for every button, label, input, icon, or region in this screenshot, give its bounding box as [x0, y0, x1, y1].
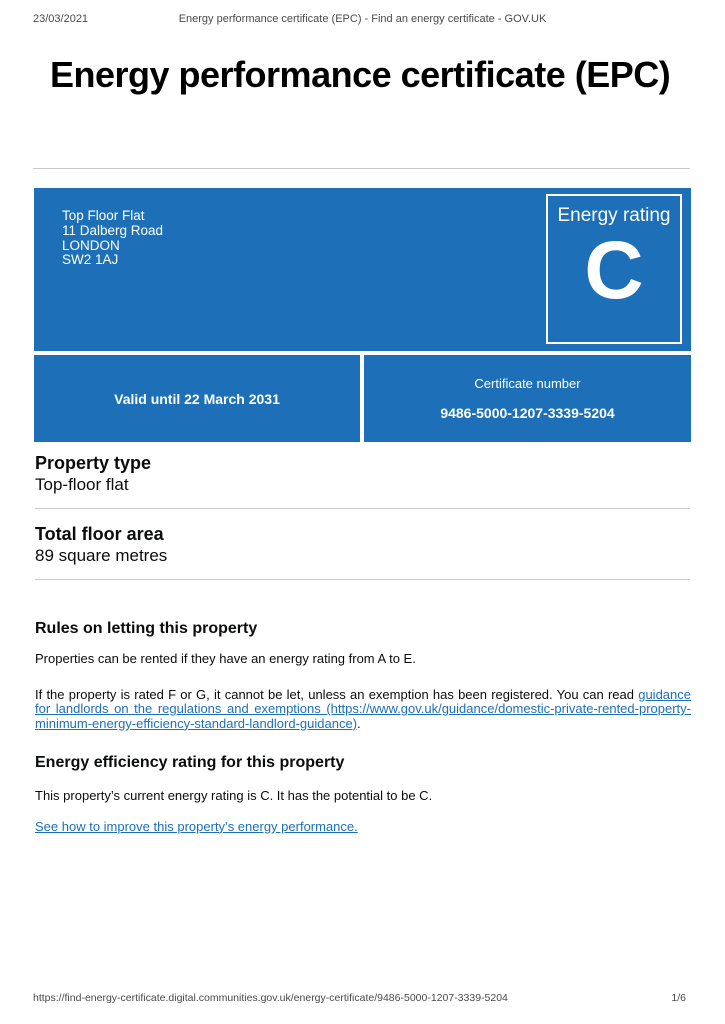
- address-line-3: LONDON: [62, 237, 120, 253]
- efficiency-rating-section: [35, 753, 691, 834]
- letting-rules-para2-period: .: [357, 715, 361, 731]
- address-line-1: Top Floor Flat: [62, 208, 145, 223]
- print-footer: [33, 992, 686, 1004]
- certificate-number-value: 9486-5000-1207-3339-5204: [440, 405, 615, 421]
- certificate-summary: [34, 188, 691, 442]
- energy-rating-label: Energy rating: [557, 205, 671, 226]
- certificate-number-label: Certificate number: [474, 376, 581, 391]
- valid-until-panel: [34, 355, 360, 442]
- improve-performance-link[interactable]: See how to improve this property’s energy performance.: [35, 818, 358, 834]
- letting-rules-heading: Rules on letting this property: [35, 620, 258, 637]
- efficiency-rating-para: This property’s current energy rating is C. It has the potential to be C.: [35, 788, 433, 803]
- floor-area-value: 89 square metres: [35, 546, 168, 565]
- print-date: 23/03/2021: [33, 13, 89, 25]
- address-line-2: 11 Dalberg Road: [62, 222, 164, 238]
- valid-until-text: Valid until 22 March 2031: [114, 390, 280, 407]
- property-type-value: Top-floor flat: [35, 475, 129, 494]
- energy-rating-value: C: [584, 225, 644, 316]
- letting-rules-para2-text: If the property is rated F or G, it cannot be let, unless an exemption has been registered. You can read: [35, 686, 639, 702]
- print-page-title: Energy performance certificate (EPC) - Find an energy certificate - GOV.UK: [178, 13, 547, 25]
- validity-row: [34, 355, 691, 442]
- page-indicator: 1/6: [671, 992, 686, 1004]
- letting-rules-para2: [35, 688, 691, 732]
- divider: [35, 508, 690, 509]
- energy-rating-badge: [546, 194, 682, 344]
- footer-url: https://find-energy-certificate.digital.communities.gov.uk/energy-certificate/9486-5000-1207-3339-5204: [33, 992, 508, 1004]
- letting-rules-section: [35, 619, 691, 731]
- letting-rules-para1: Properties can be rented if they have an energy rating from A to E.: [35, 651, 416, 666]
- efficiency-rating-heading: Energy efficiency rating for this property: [35, 754, 345, 771]
- divider: [35, 579, 690, 580]
- property-type-label: Property type: [35, 453, 152, 473]
- certificate-number-panel: [364, 355, 691, 442]
- property-address: [62, 209, 163, 268]
- print-header: [33, 13, 692, 29]
- address-line-4: SW2 1AJ: [62, 252, 119, 268]
- floor-area-label: Total floor area: [35, 524, 164, 544]
- address-and-rating-panel: [34, 188, 691, 351]
- landlord-guidance-link[interactable]: guidance for landlords on the regulations and exemptions (https://www.gov.uk/guidance/domestic-private-rented-property-minimum-energy-efficiency-standard-landlord-guidance): [35, 686, 691, 731]
- property-facts: [35, 452, 690, 594]
- divider: [33, 168, 690, 169]
- page-title: Energy performance certificate (EPC): [50, 54, 671, 95]
